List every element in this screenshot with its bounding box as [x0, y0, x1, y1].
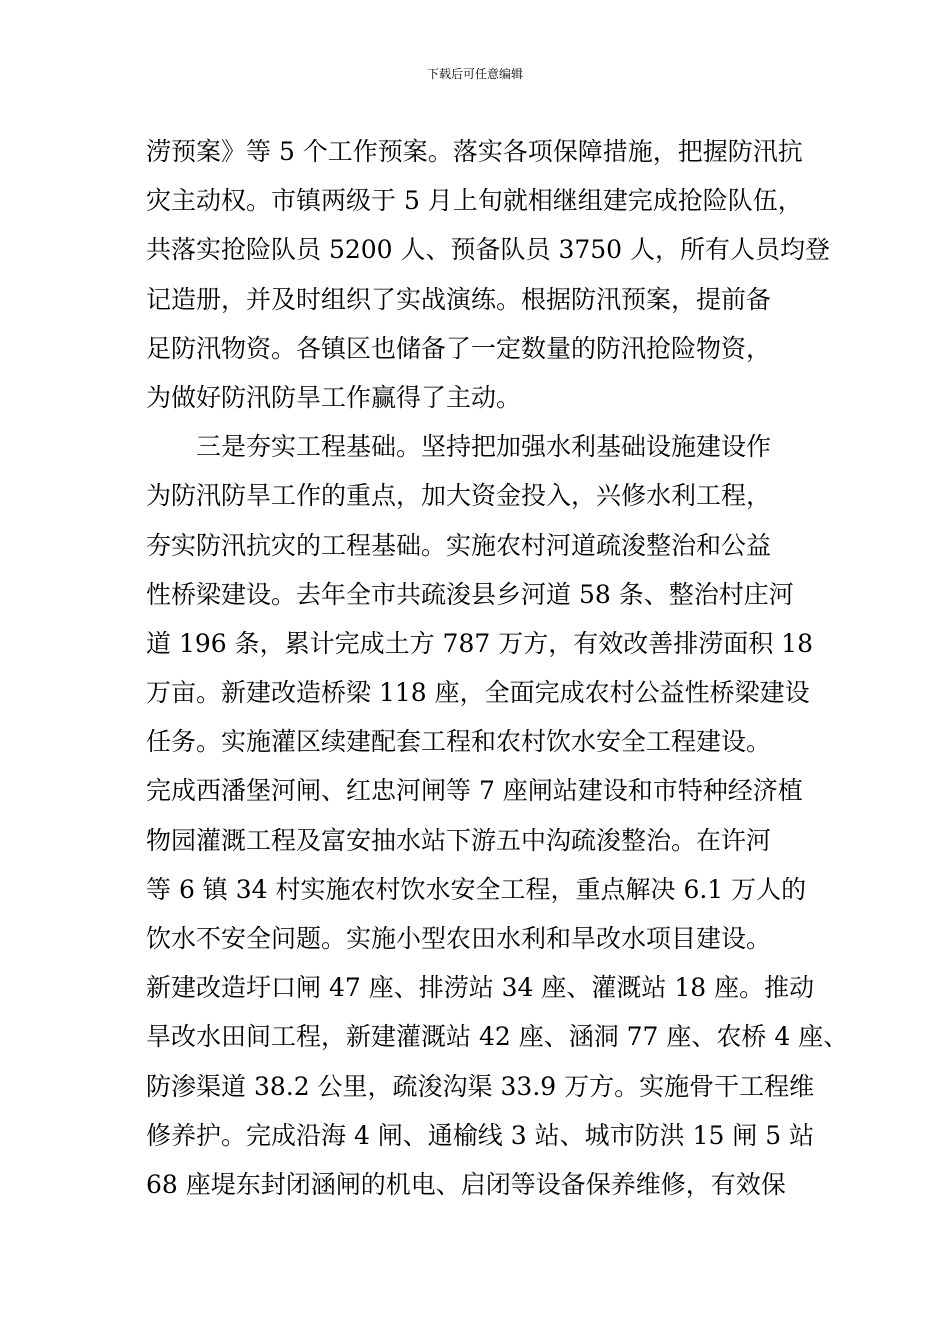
text-line: 性桥梁建设。去年全市共疏浚县乡河道 58 条、整治村庄河 — [146, 579, 794, 609]
text-line: 万亩。新建改造桥梁 118 座，全面完成农村公益性桥梁建设 — [146, 678, 810, 708]
text-line: 为防汛防旱工作的重点，加大资金投入，兴修水利工程， — [146, 481, 772, 511]
text-line: 物园灌溉工程及富安抽水站下游五中沟疏浚整治。在许河 — [146, 825, 772, 855]
text-line: 完成西潘堡河闸、红忠河闸等 7 座闸站建设和市特种经济植 — [146, 776, 803, 806]
page-header: 下载后可任意编辑 — [426, 67, 523, 81]
text-line: 修养护。完成沿海 4 闸、通榆线 3 站、城市防洪 15 闸 5 站 — [146, 1120, 815, 1150]
text-line: 涝预案》等 5 个工作预案。落实各项保障措施，把握防汛抗 — [146, 137, 803, 166]
text-line: 等 6 镇 34 村实施农村饮水安全工程，重点解决 6.1 万人的 — [146, 874, 807, 904]
text-line: 共落实抢险队员 5200 人、预备队员 3750 人，所有人员均登 — [146, 235, 831, 265]
text-line: 新建改造圩口闸 47 座、排涝站 34 座、灌溉站 18 座。推动 — [146, 973, 815, 1003]
text-line: 任务。实施灌区续建配套工程和农村饮水安全工程建设。 — [146, 727, 772, 757]
text-line: 为做好防汛防旱工作赢得了主动。 — [146, 382, 522, 412]
text-line: 防渗渠道 38.2 公里，疏浚沟渠 33.9 万方。实施骨干工程维 — [146, 1071, 815, 1101]
text-line: 饮水不安全问题。实施小型农田水利和旱改水项目建设。 — [146, 924, 772, 953]
text-line: 旱改水田间工程，新建灌溉站 42 座、涵洞 77 座、农桥 4 座、 — [146, 1022, 849, 1052]
text-line: 足防汛物资。各镇区也储备了一定数量的防汛抢险物资， — [146, 333, 772, 363]
text-line: 夯实防汛抗灾的工程基础。实施农村河道疏浚整治和公益 — [146, 530, 772, 560]
text-line: 68 座堤东封闭涵闸的机电、启闭等设备保养维修，有效保 — [146, 1169, 786, 1199]
text-line: 灾主动权。市镇两级于 5 月上旬就相继组建完成抢险队伍， — [146, 186, 803, 216]
text-line: 三是夯实工程基础。坚持把加强水利基础设施建设作 — [146, 432, 772, 462]
text-line: 道 196 条，累计完成土方 787 万方，有效改善排涝面积 18 — [146, 628, 813, 658]
text-line: 记造册，并及时组织了实战演练。根据防汛预案，提前备 — [146, 284, 772, 314]
document-body — [146, 127, 849, 1209]
